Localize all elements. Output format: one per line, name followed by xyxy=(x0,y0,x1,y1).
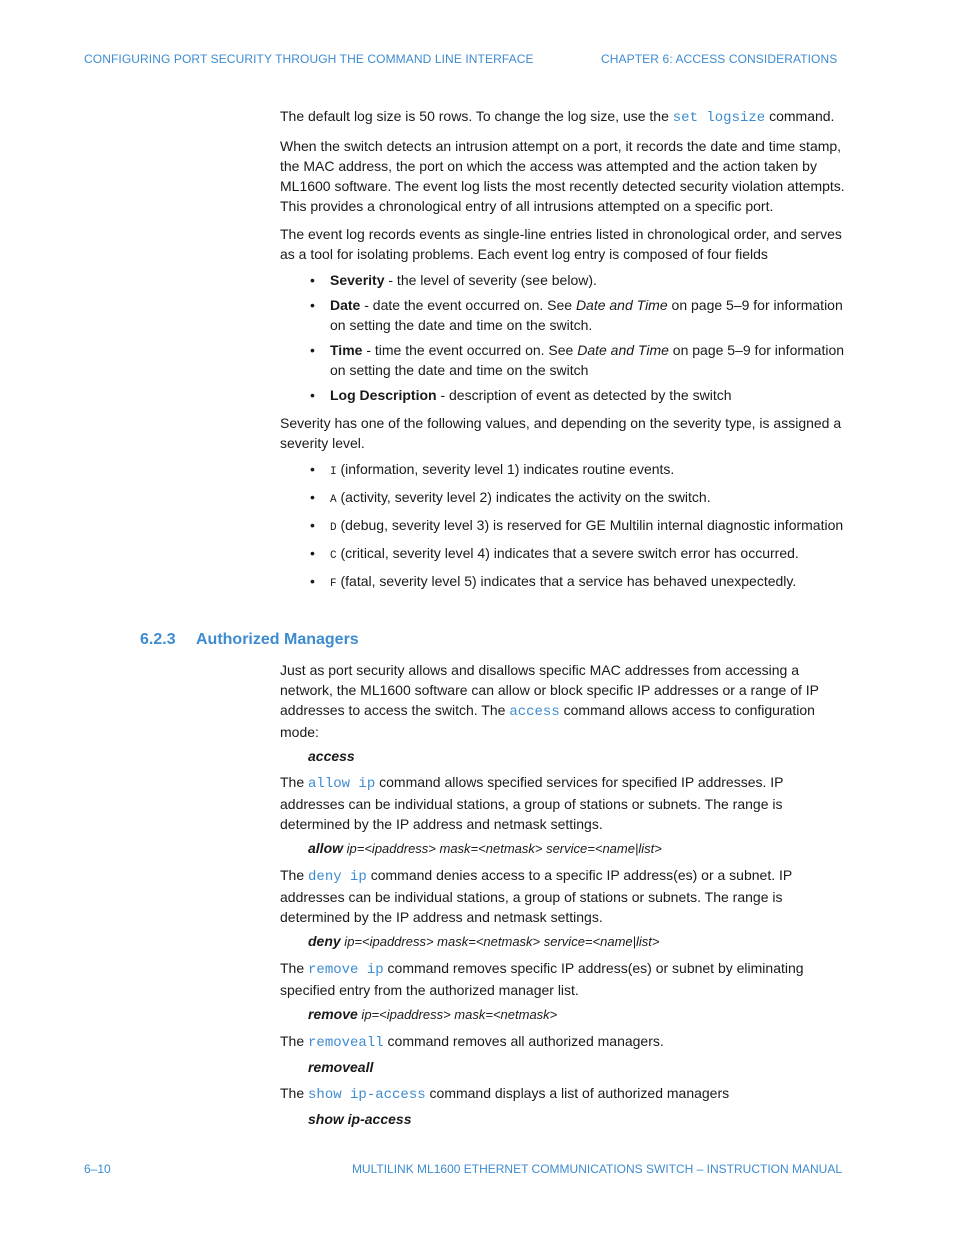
running-header-right: CHAPTER 6: ACCESS CONSIDERATIONS xyxy=(601,52,838,66)
removeall-paragraph: The removeall command removes all authorized managers. xyxy=(280,1033,664,1051)
show-syntax: show ip-access xyxy=(308,1111,412,1127)
remove-ip-command: remove ip xyxy=(308,962,384,978)
page-number: 6–10 xyxy=(84,1162,111,1176)
set-logsize-command: set logsize xyxy=(672,110,766,126)
list-item: • Time - time the event occurred on. See Date and Time on page 5–9 for information on setting the date and time on the switch xyxy=(280,340,846,380)
deny-ip-paragraph: The deny ip command denies access to a specific IP address(es) or a subnet. IP addresses can be individual stations, a group of stations or subnets. The range is determined by the IP address and netmask settings. xyxy=(280,867,792,925)
page-body xyxy=(140,106,846,1135)
intrusion-paragraph: When the switch detects an intrusion attempt on a port, it records the date and time stamp, the MAC address, the port on which the access was attempted and the action taken by ML1600 software. The event log lists the most recently detected security violation attempts. This provides a chronological entry of all intrusions attempted on a specific port. xyxy=(280,138,845,214)
running-footer-title: MULTILINK ML1600 ETHERNET COMMUNICATIONS SWITCH – INSTRUCTION MANUAL xyxy=(351,1162,842,1176)
list-item: • Severity - the level of severity (see below). xyxy=(280,270,846,290)
list-item: • D (debug, severity level 3) is reserved for GE Multilin internal diagnostic information xyxy=(280,515,846,538)
list-item: • A (activity, severity level 2) indicates the activity on the switch. xyxy=(280,487,846,510)
remove-ip-paragraph: The remove ip command removes specific IP address(es) or subnet by eliminating specified entry from the authorized manager list. xyxy=(280,960,804,998)
deny-ip-command: deny ip xyxy=(308,869,367,885)
access-syntax: access xyxy=(308,748,355,764)
severity-list xyxy=(280,459,846,594)
section-number: 6.2.3 xyxy=(140,631,176,648)
severity-paragraph: Severity has one of the following values, and depending on the severity type, is assigned a severity level. xyxy=(280,415,842,451)
cross-reference: Date and Time xyxy=(577,342,669,358)
allow-ip-paragraph: The allow ip command allows specified services for specified IP addresses. IP addresses can be individual stations, a group of stations or subnets. The range is determined by the IP address and netmask settings. xyxy=(280,774,784,832)
log-size-paragraph: The default log size is 50 rows. To change the log size, use the set logsize command. xyxy=(280,108,835,126)
access-command: access xyxy=(509,704,560,720)
list-item: • I (information, severity level 1) indicates routine events. xyxy=(280,459,846,482)
section-heading xyxy=(140,628,846,652)
list-item: • F (fatal, severity level 5) indicates that a service has behaved unexpectedly. xyxy=(280,571,846,594)
list-item: • Date - date the event occurred on. See Date and Time on page 5–9 for information on setting the date and time on the switch. xyxy=(280,295,846,335)
show-ip-access-command: show ip-access xyxy=(308,1087,426,1103)
event-log-paragraph: The event log records events as single-line entries listed in chronological order, and serves as a tool for isolating problems. Each event log entry is composed of four fields xyxy=(280,226,842,262)
show-ip-access-paragraph: The show ip-access command displays a list of authorized managers xyxy=(280,1085,730,1103)
allow-ip-command: allow ip xyxy=(308,776,376,792)
list-item: • C (critical, severity level 4) indicates that a severe switch error has occurred. xyxy=(280,543,846,566)
allow-syntax: allow ip=<ipaddress> mask=<netmask> service=<name|list> xyxy=(308,840,662,856)
running-header-left: CONFIGURING PORT SECURITY THROUGH THE COMMAND LINE INTERFACE xyxy=(84,52,534,66)
removeall-command: removeall xyxy=(308,1035,384,1051)
authorized-managers-intro: Just as port security allows and disallows specific MAC addresses from accessing a network, the ML1600 software can allow or block specific IP addresses or a range of IP addresses to access the switch. The access command allows access to configuration mode: xyxy=(280,662,819,740)
remove-syntax: remove ip=<ipaddress> mask=<netmask> xyxy=(308,1006,558,1022)
cross-reference: Date and Time xyxy=(575,297,668,313)
removeall-syntax: removeall xyxy=(308,1059,374,1075)
event-fields-list xyxy=(280,270,846,405)
deny-syntax: deny ip=<ipaddress> mask=<netmask> service=<name|list> xyxy=(308,933,660,949)
list-item: • Log Description - description of event as detected by the switch xyxy=(280,385,846,405)
section-title: Authorized Managers xyxy=(196,631,359,648)
